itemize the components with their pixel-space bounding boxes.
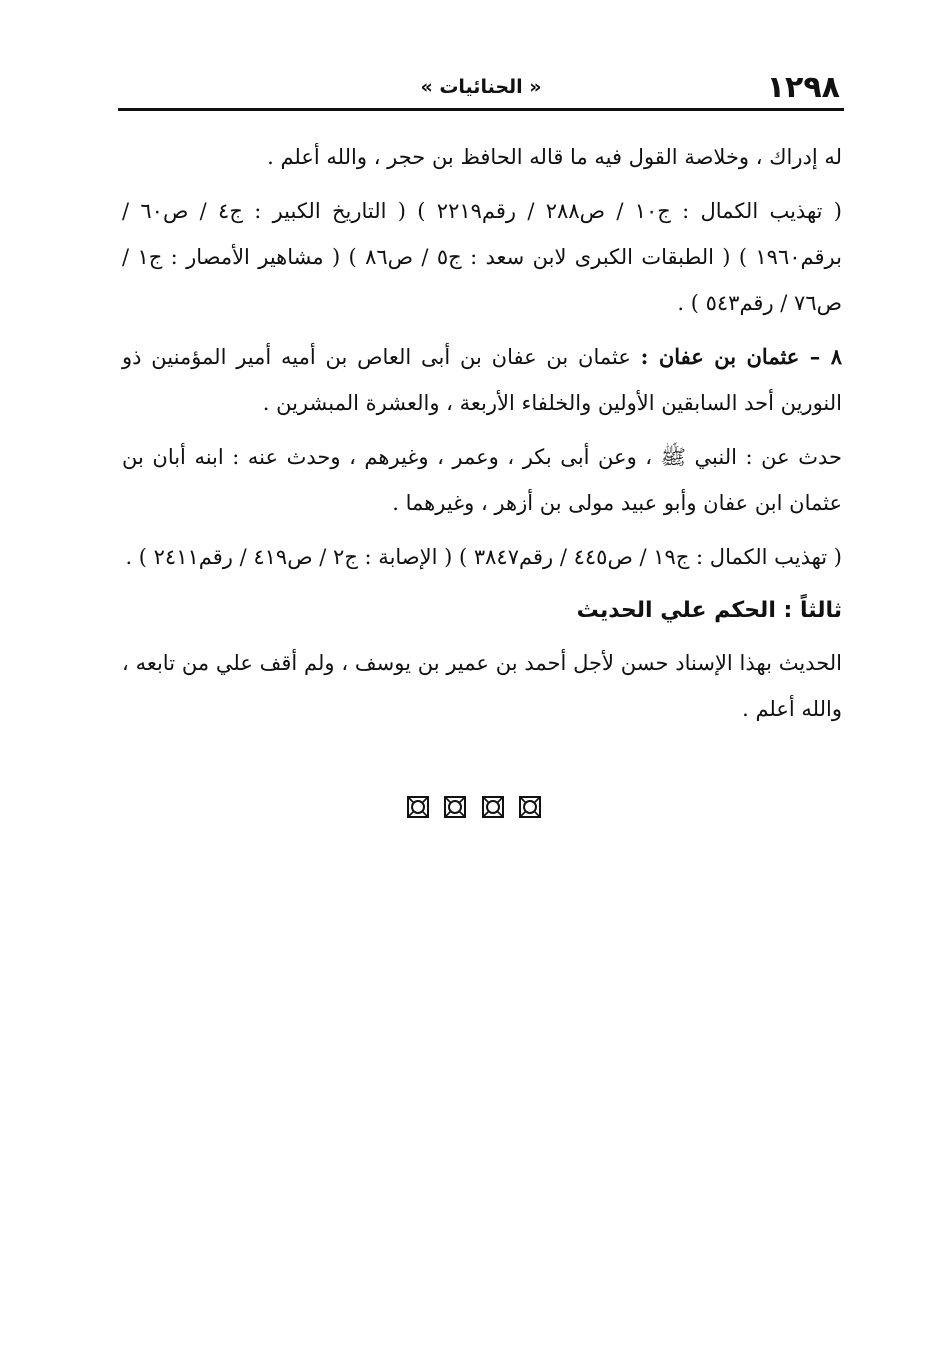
interlace-knot-icon [519,796,541,818]
page-number: ١٢٩٨ [766,70,840,105]
ornament-divider [0,796,948,818]
section-heading: ثالثاً : الحكم علي الحديث [576,598,842,623]
interlace-knot-icon [482,796,504,818]
paragraph-references-2: ( تهذيب الكمال : ج١٩ / ص٤٤٥ / رقم٣٨٤٧ ) ( الإصابة : ج٢ / ص٤١٩ / رقم٢٤١١ ) . [125,545,842,569]
interlace-knot-icon [444,796,466,818]
paragraph-biography-8 [122,334,842,426]
paragraph-intro: له إدراك ، وخلاصة القول فيه ما قاله الحافظ بن حجر ، والله أعلم . [267,145,842,169]
biography-lead: ٨ – عثمان بن عفان : [640,344,842,369]
page-header [118,68,844,108]
paragraph-narrators: حدث عن : النبي ﷺ ، وعن أبى بكر ، وعمر ، وغيرهم ، وحدث عنه : ابنه أبان بن عثمان ابن عفان وأبو عبيد مولى بن أزهر ، وغيرهما . [122,445,842,515]
header-rule [118,108,844,111]
interlace-knot-icon [407,796,429,818]
body-text [122,134,842,740]
paragraph-ruling: الحديث بهذا الإسناد حسن لأجل أحمد بن عمير بن يوسف ، ولم أقف علي من تابعه ، والله أعلم . [122,651,842,721]
biography-text: عثمان بن عفان بن أبى العاص بن أميه أمير المؤمنين ذو النورين أحد السابقين الأولين والخلفاء الأربعة ، والعشرة المبشرين . [122,345,842,415]
running-title: « الحنائيات » [420,76,542,98]
paragraph-references-1: ( تهذيب الكمال : ج١٠ / ص٢٨٨ / رقم٢٢١٩ ) ( التاريخ الكبير : ج٤ / ص٦٠ / برقم١٩٦٠ ) ( الطبقات الكبرى لابن سعد : ج٥ / ص٨٦ ) ( مشاهير الأمصار : ج١ / ص٧٦ / رقم٥٤٣ ) . [122,199,842,315]
